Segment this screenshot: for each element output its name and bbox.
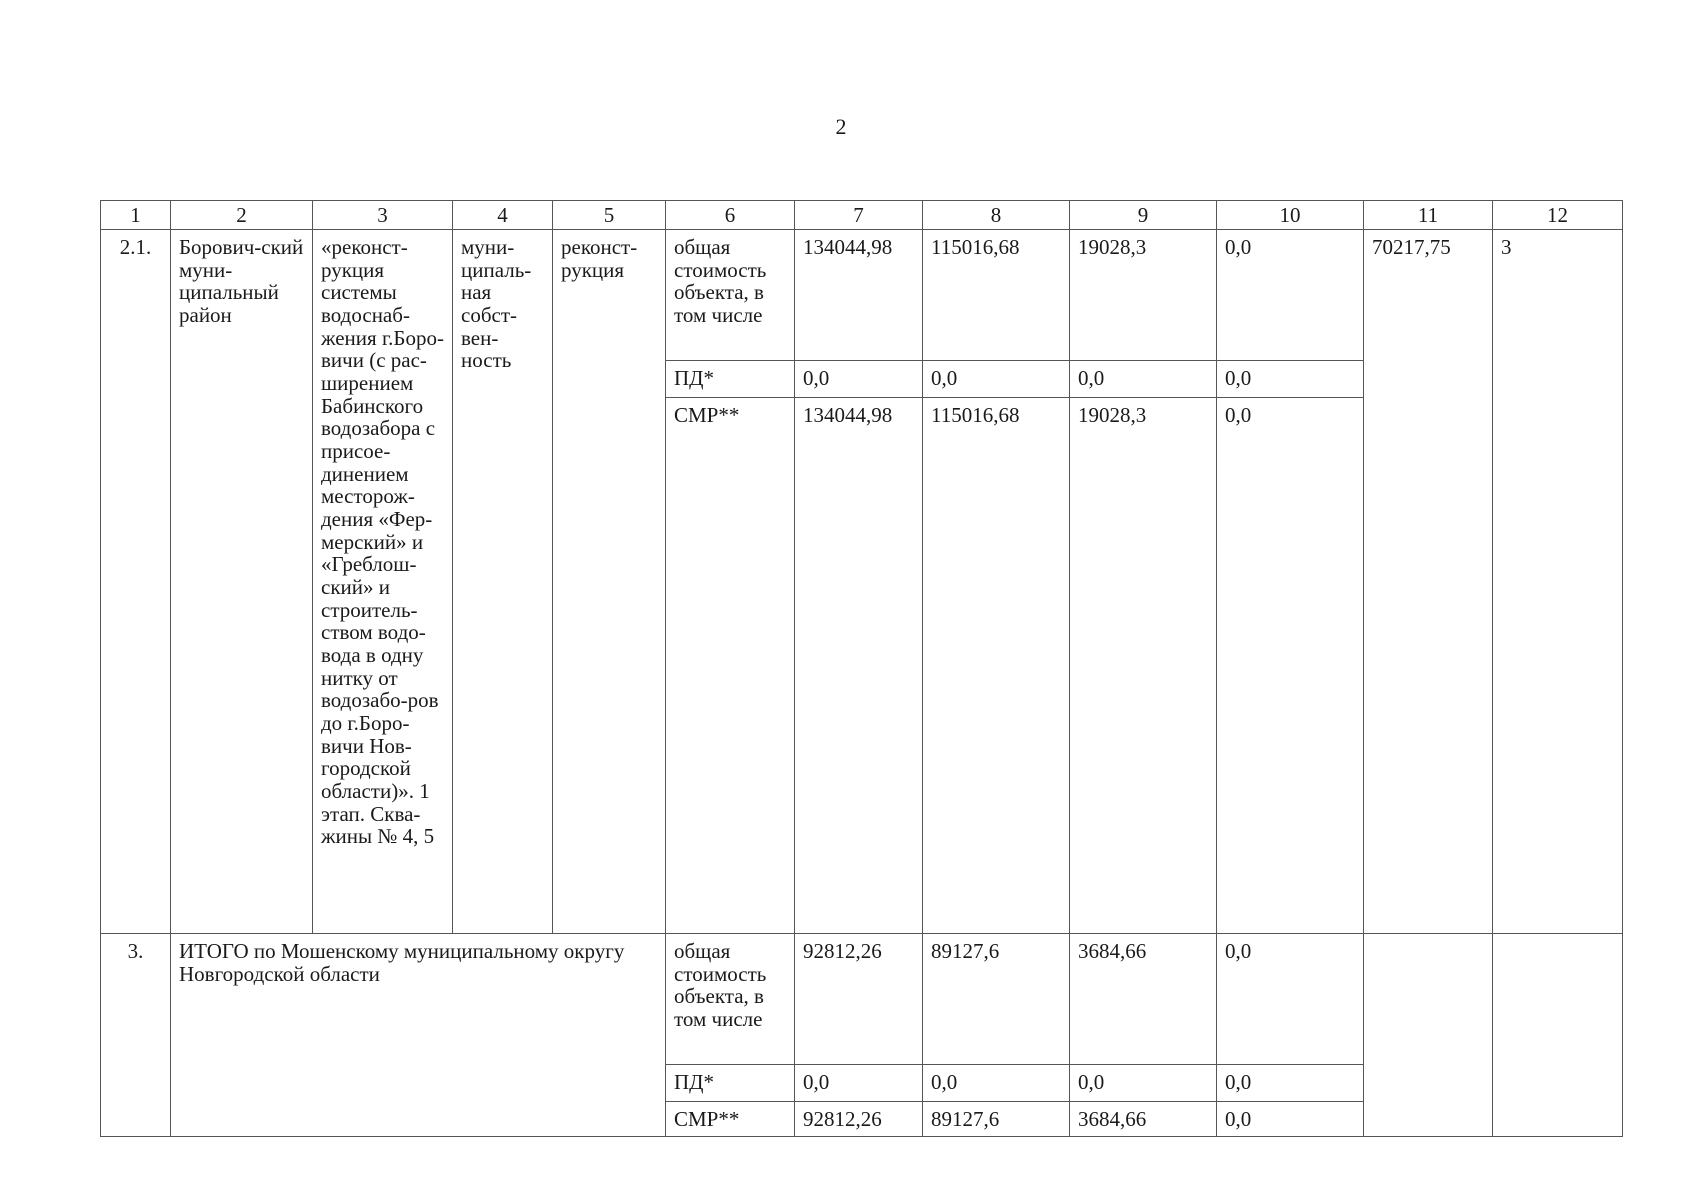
col11-cell: 70217,75 xyxy=(1364,230,1493,934)
header-cell-4: 4 xyxy=(453,201,553,230)
smr-label-cell: СМР** xyxy=(666,398,795,934)
cost-label-cell: общая стоимость объекта, в том числе xyxy=(666,230,795,361)
pd-label-cell: ПД* xyxy=(666,361,795,398)
header-cell-5: 5 xyxy=(553,201,666,230)
value-cell: 0,0 xyxy=(1217,361,1364,398)
table-row xyxy=(101,934,1623,1065)
header-row xyxy=(101,201,1623,230)
ownership-cell: муни-ципаль-ная собст-вен-ность xyxy=(453,230,553,934)
value-cell: 0,0 xyxy=(795,1065,923,1102)
col11-cell xyxy=(1364,934,1493,1137)
value-cell: 0,0 xyxy=(1217,230,1364,361)
value-cell: 92812,26 xyxy=(795,934,923,1065)
value-cell: 0,0 xyxy=(795,361,923,398)
col12-cell xyxy=(1493,934,1623,1137)
smr-label-cell: СМР** xyxy=(666,1102,795,1137)
value-cell: 0,0 xyxy=(1217,398,1364,934)
value-cell: 0,0 xyxy=(1070,361,1217,398)
value-cell: 0,0 xyxy=(1217,934,1364,1065)
value-cell: 19028,3 xyxy=(1070,398,1217,934)
value-cell: 3684,66 xyxy=(1070,1102,1217,1137)
header-cell-12: 12 xyxy=(1493,201,1623,230)
row-number: 2.1. xyxy=(101,230,171,934)
value-cell: 3684,66 xyxy=(1070,934,1217,1065)
value-cell: 92812,26 xyxy=(795,1102,923,1137)
value-cell: 115016,68 xyxy=(923,398,1070,934)
value-cell: 134044,98 xyxy=(795,398,923,934)
value-cell: 0,0 xyxy=(1217,1065,1364,1102)
col12-cell: 3 xyxy=(1493,230,1623,934)
value-cell: 0,0 xyxy=(1217,1102,1364,1137)
header-cell-10: 10 xyxy=(1217,201,1364,230)
value-cell: 134044,98 xyxy=(795,230,923,361)
value-cell: 0,0 xyxy=(923,1065,1070,1102)
header-cell-2: 2 xyxy=(171,201,313,230)
value-cell: 89127,6 xyxy=(923,1102,1070,1137)
header-cell-6: 6 xyxy=(666,201,795,230)
value-cell: 89127,6 xyxy=(923,934,1070,1065)
table-row xyxy=(101,230,1623,361)
header-cell-11: 11 xyxy=(1364,201,1493,230)
page-number: 2 xyxy=(835,114,847,139)
header-cell-8: 8 xyxy=(923,201,1070,230)
header-cell-3: 3 xyxy=(313,201,453,230)
value-cell: 0,0 xyxy=(923,361,1070,398)
work-type-cell: реконст-рукция xyxy=(553,230,666,934)
data-table xyxy=(100,200,1623,1137)
value-cell: 115016,68 xyxy=(923,230,1070,361)
header-cell-7: 7 xyxy=(795,201,923,230)
value-cell: 19028,3 xyxy=(1070,230,1217,361)
value-cell: 0,0 xyxy=(1070,1065,1217,1102)
district-cell: Борович-ский муни-ципальный район xyxy=(171,230,313,934)
row-number: 3. xyxy=(101,934,171,1137)
pd-label-cell: ПД* xyxy=(666,1065,795,1102)
header-cell-1: 1 xyxy=(101,201,171,230)
cost-label-cell: общая стоимость объекта, в том числе xyxy=(666,934,795,1065)
object-cell: «реконст-рукция системы водоснаб-жения г.Боро-вичи (с рас-ширением Бабинского водозабора с присое-динением месторож-дения «Фер-мерский» и «Греблош-ский» и строитель-ством водо-вода в одну нитку от водозабо-ров до г.Боро-вичи Нов-городской области)». 1 этап. Сква-жины № 4, 5 xyxy=(313,230,453,934)
total-title-cell: ИТОГО по Мошенскому муниципальному округу Новгородской области xyxy=(171,934,666,1137)
header-cell-9: 9 xyxy=(1070,201,1217,230)
